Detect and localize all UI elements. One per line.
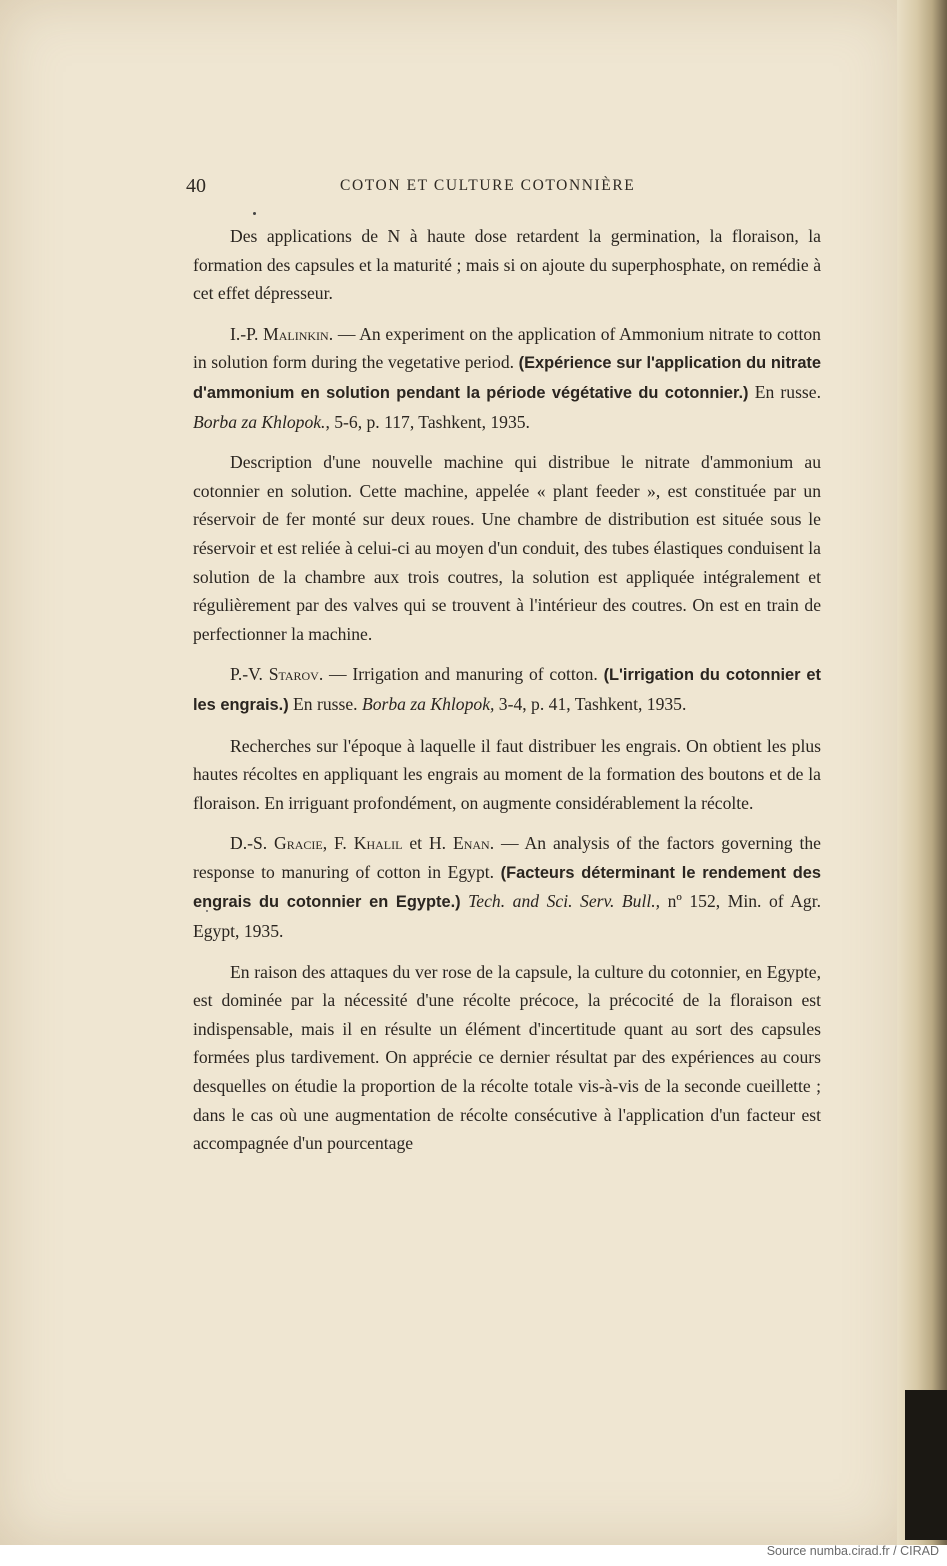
reference-details: 3-4, p. 41, Tashkent, 1935. — [494, 693, 687, 714]
book-binding — [905, 1390, 947, 1540]
paragraph: Description d'une nouvelle machine qui distribue le nitrate d'ammonium au cotonnier en solution. Cette machine, appelée « plant feeder », est constituée par un réservoir de fer monté sur deux roues. Une chambre de distribution est située sous le réservoir et est reliée à celui-ci au moyen d'un conduit, des tubes élastiques conduisent la solution de la chambre aux trois coutres, la solution est appliquée intégralement et régulièrement par des valves qui se trouvent à l'intérieur des coutres. On est en train de perfectionner la machine. — [193, 452, 821, 644]
page-edge — [897, 0, 947, 1545]
reference-source: Tech. and Sci. Serv. Bull., — [468, 891, 661, 912]
reference-details: , 5-6, p. 117, Tashkent, 1935. — [325, 411, 530, 432]
reference-conjunction: et — [402, 833, 429, 854]
running-title: COTON ET CULTURE COTONNIÈRE — [340, 177, 636, 194]
paragraph: Des applications de N à haute dose retardent la germination, la floraison, la formation des capsules et la maturité ; mais si on ajoute du superphosphate, on remédie à cet effet dépresseur. — [193, 226, 821, 304]
reference-author-2: H. Enan. — [428, 833, 495, 854]
page-header — [186, 175, 826, 203]
paragraph: En raison des attaques du ver rose de la capsule, la culture du cotonnier, en Egypte, est dominée par la nécessité d'une récolte précoce, la précocité de la floraison est indispensable, mais il en résulte un élément d'incertitude quant au sort des capsules formées plus tardivement. On apprécie ce dernier résultat par des expériences au cours desquelles on étudie la proportion de la récolte totale vis-à-vis de la seconde cueillette ; dans le cas où une augmentation de récolte consécutive à l'application d'un facteur est accompagnée d'un pourcentage — [193, 961, 821, 1154]
paragraph: Recherches sur l'époque à laquelle il faut distribuer les engrais. On obtient les plus hautes récoltes en appliquant les engrais au moment de la formation des boutons et de la floraison. En irriguant profondément, on augmente considérablement la récolte. — [193, 735, 821, 813]
reference-language: En russe. — [288, 693, 362, 714]
reference-starov — [193, 660, 821, 719]
reference-title-fr: (Facteurs déterminant le rendement des engrais du cotonnier en Egypte.) — [193, 863, 821, 912]
reference-author: D.-S. Gracie, F. Khalil — [230, 833, 403, 854]
reference-language: En russe. — [748, 381, 821, 402]
body-text — [193, 222, 821, 1170]
reference-source: Borba za Khlopok. — [193, 411, 326, 432]
source-credit: Source numba.cirad.fr / CIRAD — [766, 1544, 939, 1558]
reference-gracie — [193, 829, 821, 945]
reference-title-en: — Irrigation and manuring of cotton. — [323, 664, 604, 685]
reference-author: P.-V. Starov. — [230, 664, 324, 685]
reference-title-fr: (Expérience sur l'application du nitrate d'ammonium en solution pendant la période végétative du cotonnier.) — [193, 354, 822, 402]
reference-malinkin — [193, 320, 821, 436]
reference-title-en: — An experiment on the application of Ammonium nitrate to cotton in solution form during the vegetative period. — [193, 323, 821, 373]
reference-source: Borba za Khlopok, — [361, 693, 495, 714]
reference-details: nº 152, Min. of Agr. Egypt, 1935. — [193, 891, 821, 942]
page-number: 40 — [186, 175, 206, 197]
reference-title-en: — An analysis of the factors governing the response to manuring of cotton in Egypt. — [193, 833, 821, 882]
reference-title-fr: (L'irrigation du cotonnier et les engrais.) — [193, 666, 822, 714]
ink-speck — [253, 212, 256, 215]
reference-author: I.-P. Malinkin. — [230, 323, 334, 344]
